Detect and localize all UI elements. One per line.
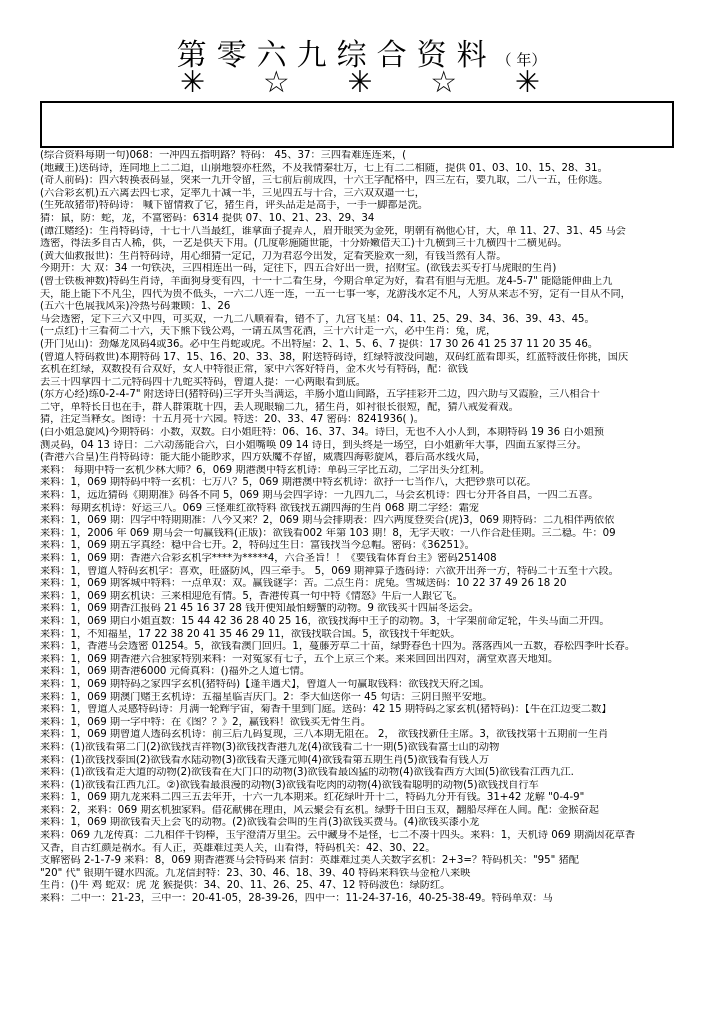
text-line: 来料：1，曾道人灵感特码诗：月满一轮辉宇宙，菊香千里到门庭。送码：42 15 期特码之家玄机(猪特码)：【牛在江边变二数】 xyxy=(40,704,612,716)
asterisk-star-icon: ✳ xyxy=(180,65,206,100)
text-line: 来料：1，069 期五字真经：稳中合七开。2，特码过生日：富钱找当今总帽。密码：《36251》。 xyxy=(40,540,475,552)
text-line: 今期开：大 双：34 一句铁决，三四相连出一码，定往下，四五合好出一贵，招财宝。(欲钱去买专打马虎眼的生肖) xyxy=(40,263,557,275)
text-line: 来料：1，069 期客城中特料：一点单双：双。赢钱谜字：苦。二点生肖：虎兔。雪城送码：10 22 37 49 26 18 20 xyxy=(40,578,567,590)
text-line: 来料：1，069 期特码中特一玄机：七万八？5，069 期港澳中特玄机诗：欲抒一七当作八，大把钞票可以花。 xyxy=(40,477,537,489)
text-line: 来料：(1)欲钱找泰国(2)欲钱看水陆动物(3)欲钱看天蓬元帅(4)欲钱看第五期生肖(5)欲钱看有钱人万 xyxy=(40,754,490,766)
text-line: 来料：1，不知福星，17 22 38 20 41 35 46 29 11，欲钱找联合国。5，欲钱找千年蛇妖。 xyxy=(40,628,461,640)
text-line: 来料：二中一：21-23，三中一：20-41-05，28-39-26，四中一：11-24-37-16，40-25-38-49。特码单双：马 xyxy=(40,893,553,905)
text-line: 测灵码，04 13 诗日：二六动荡能合六，白小姐嘴唤 09 14 诗日，到头终是一场空，白小姐新年大事，四面五家得三分。 xyxy=(40,439,587,451)
text-line: (开门见山)：劲爆龙凤码4或36。必中生肖蛇或虎。不出特屋：2、1、5、6、7 提供：17 30 26 41 25 37 11 20 35 46。 xyxy=(40,338,599,350)
text-line: 来料：1，2006 年 069 期马会一句赢钱料(正版)：欲钱看002 年第 103 期！8，无字天收：一八作合赴佳期。三二稳。牛：09 xyxy=(40,527,616,539)
text-line: 来料：(1)欲钱看走大道的动物(2)欲钱看在大门口的动物(3)欲钱看最凶猛的动物(4)欲钱看西方大国(5)欲钱看江西九江. xyxy=(40,767,574,779)
text-line: 来料：1，069 期曾道人透码玄机诗：前三后九码复现，三八本期无阻在。 2， 欲钱找新任主席。3，欲钱找第十五期前一生肖 xyxy=(40,729,609,741)
text-line: (香港六合皇)生肖特码诗：能大能小能眇求，四方妖魔不存留，威震四海彰旋风，暮后高水线火局， xyxy=(40,452,487,464)
text-line: 来料：每期玄机诗：好运三八。069 三怪难红欲特料 欲钱找五湖四海的生肖 068 期二字经：霜宠 xyxy=(40,502,479,514)
text-line: (六合彩玄机)五六离去四七求，定率九十减一半，三见四五与十合，三六双双逼一七， xyxy=(40,187,425,199)
text-line: 来料：1，香港马会透密 01254。5，欲钱看澳门回归。1，蔓藤芳草二十苗，绿野春色十四为。落落西风一五数，春松四季叶长春。 xyxy=(40,641,636,653)
text-line: 猜：鼠，防：蛇，龙，不富密码：6314 提供 07、10、21、23、29、34 xyxy=(40,212,375,224)
text-line: 来料：1，069 期：四字中特期期准：八今又来？2，069 期马会排期表：四六两度登奕合(虎)3，069 期特码：二九相伴两依依 xyxy=(40,515,615,527)
text-line: 来料：1，069 期九龙来料二四三五去年开，十六一九本期来。红花绿叶开十二，特码九分开有钱。31+42 龙解 "0-4-9" xyxy=(40,792,585,804)
text-line: 来料：(1)欲钱看江西九江。②)欲钱看最浪漫的动物(3)欲钱看吃肉的动物(4)欲钱看聪明的动物(5)欲钱找自行车 xyxy=(40,779,539,791)
text-line: 支解密码 2-1-7-9 来料：8，069 期香港赛马会特码来 信封：英雄难过美人关数字玄机：2+3=？特码机关："95" 猪配 xyxy=(40,855,579,867)
text-line: 来料：1，069 期香江报码 21 45 16 37 28 钱开便知最怕螃蟹的动物。9 欲钱买十四届冬运会。 xyxy=(40,603,479,615)
text-line: 来料：1，069 期一字中特：在《图？？》2，赢钱料！欲钱买无骨生肖。 xyxy=(40,716,372,728)
text-line: 来料：1，曾道人特码玄机字：喜欢，旺盛防风，四三牵手。 5，069 期神算子透码诗：六欲开出奔一方，特码二十五至十六段。 xyxy=(40,565,619,577)
text-line: 来料：(1)欲钱看第二门(2)欲钱找吉祥物(3)欲钱找香港九龙(4)欲钱看二十一期(5)欲钱看富士山的动物 xyxy=(40,741,500,753)
text-line: 又香，自古红颜是祸水。有人正，英雄难过美人关，山看得，特码机关：42、30、22。 xyxy=(40,842,436,854)
text-line: (曾士铁板神数)特码生肖诗，羊面狗身变有四，十一十二看生身，今期合单定为好，看君有胆与无胆。龙4-5-7" 能隐能伸曲上九 xyxy=(40,275,613,287)
text-line: 来料：1，远近猜码《期期准》码各不同 5，069 期马会四字诗：一九四九二，马会玄机诗：四七分开各自昌，一四二五喜。 xyxy=(40,490,599,502)
text-line: 透密，得法多自古人稀，供，一艺是供天下用。(几度彰施随世能，十分娇嫩借天工)十九横到三十九横四十二横见码。 xyxy=(40,238,568,250)
star-row xyxy=(180,66,540,100)
text-line: 来料：1，069 期香港六合独家特别来料：一对冤家有七子，五个上京三个来。来来回回出四对，满堂欢喜天地知。 xyxy=(40,653,559,665)
text-line: 猜，注定当释女。图诗：十五月亮十六园。特送：20、33、47 密码：8241936( )。 xyxy=(40,414,424,426)
text-line: (一点红)十三看荷二十六，天下熊下钱公鸡，一请五凤雪花酒，三十六计走一六，必中生肖：兔，虎， xyxy=(40,326,497,338)
text-line: 来料：1，069 期：香港六合彩玄机字****为*****4，六合圣旨！！《要钱看体育台主》密码251408 xyxy=(40,553,497,564)
text-line: 来料：1，069 期澳门赌王玄机诗：五福星临吉庆门。2：李大仙送你一 45 句话：三阴日照平安地。 xyxy=(40,691,493,703)
text-line: (五六十色展我风采)冷热号码兼顾：1、26 xyxy=(40,301,231,313)
text-line: (综合资料每期一句)068：一冲四五指明路？特码： 45、37：三四看难连连来，( xyxy=(40,150,407,161)
text-line: 来料：1，069 期特码之家四字玄机(猪特码)【逢羊遇犬】，曾道人一句赢取钱料：欲钱找天府之国。 xyxy=(40,678,490,690)
text-line: (生死故猪带)特码诗： 喊下留情救了它，猪生肖，评头品走是高手，一手一脚都是洗。 xyxy=(40,200,429,212)
text-line: "20" 代" 银期午键水四流。九龙信封特：23、30、46、18、39、40 特码来料铁马金枪八来映 xyxy=(40,867,471,879)
text-line: 来料：069 九龙传真：二九相伴千钧棒，玉宇澄清万里尘。云中藏身不是怪，七二不凑十四头。来料：1，天机诗 069 期淌因花草香 xyxy=(40,830,636,842)
text-line: 来料： 每期中特一玄机少林大师？6，069 期港澳中特玄机诗：单码三字比五动，二字出头分红利。 xyxy=(40,464,491,476)
text-line: 马会透密，定下三六又中四，可买双，一九二八顺着看，错不了，九宫飞星：04、11、25、29、34、36、39、43、45。 xyxy=(40,313,595,325)
text-line: 二守，单特长日也在手，群人群策耽十四，丢人现眼输二九，猪生肖，如衬很长很短，配，猜八戒爱着戏。 xyxy=(40,401,519,413)
text-line: 生肖：()牛 鸡 蛇双：虎 龙 猴提供：34、20、11、26、25、47、12 特码波色：绿防红。 xyxy=(40,880,451,892)
text-line: 来料：2，来料：069 期玄机独家料。借花献佛在理由，风云聚会有玄机。绿野千田白玉双，翻船尽痒在人间。配：金猴奋起 xyxy=(40,804,599,816)
text-line: 来料：1，069 期欲钱看天上会飞的动物。(2)欲钱看会叫的生肖(3)欲钱买费马。(4)欲钱买漆小龙 xyxy=(40,817,480,829)
text-line: 来料：1，069 期玄机诀：三来相迎危有情。5，香港传真一句中特《情怒》牛后一人跟它飞。 xyxy=(40,590,463,602)
asterisk-star-icon: ✳ xyxy=(514,65,540,100)
text-line: (东方心经)练0-2-4-7" 附送诗曰(猪特码)三字开头当满运，羊肠小道山间路，五字挂彩开二边，四六助与又霞脸，三八相合十 xyxy=(40,389,600,401)
text-line: 来料：1，069 期香港6000 元倚真料：()福外之人道七情。 xyxy=(40,666,311,678)
text-line: 来料：1，069 期白小姐直数：15 44 42 36 28 40 25 16，欲钱找海中王子的动物。3，十字架前命定轮，牛头马面二开四。 xyxy=(40,615,610,627)
text-line: (曾道人特码救世)本期特码 17、15、16、20、33、38，附送特码诗，红绿特波没问题，双码红蓝看即买，红蓝特波任你挑，国庆 xyxy=(40,351,629,363)
text-line: 去三十四拿四十二元特码四十九蛇买特码，曾道人提：一心两眼看到底。 xyxy=(40,376,366,388)
text-line: (地藏王)送码诗，连同地上二二迫，山崩地裂亦枉然，不及我情秦壮万，七上有二二相随，提供 01、03、10、15、28、31。 xyxy=(40,162,608,174)
text-line: (黄大仙救报世)：生肖特码诗，用心细猜一定记，刀为君忍今出发，定看笑脸欢一刻，有钱当然有人帮。 xyxy=(40,250,507,262)
text-line: 天，能上能下不凡尘，四代为贵不低头，一六二八连一连，一五一七事一零，龙游浅水定不凡，人穷从来志不穷，定有一目从不同， xyxy=(40,288,631,300)
text-line: 玄机在红绿，双数投有合双好，女人中特很正常，家中六客好特肖，金木火号有特码，配：欲钱 xyxy=(40,364,468,376)
title-text: 第零六九综合资料 xyxy=(176,38,497,73)
text-line: (奇人前码)：四六转换表码显，突来一九开令留，三七前后前成四，十六王字配格中，四三左右，要九取，二八一五，任你选。 xyxy=(40,175,609,187)
hollow-star-icon: ☆ xyxy=(262,65,290,100)
document-body xyxy=(40,150,690,1020)
asterisk-star-icon: ✳ xyxy=(347,65,373,100)
blank-notice-box xyxy=(40,101,674,148)
year-field: （ 年） xyxy=(496,51,547,69)
text-line: (谭江赌经)：生肖特码诗，十七十八当最红，谁拿面子捉弄人，眉开眼笑为金死，明朝有祸他心甘，大，单 11、27、31、45 马会 xyxy=(40,225,626,237)
text-line: (白小姐急旋风)今期特码：小数，双数。白小姐旺特：06、16、37、34。诗曰，无也不入小人到，本期特码 19 36 白小姐预 xyxy=(40,427,605,439)
hollow-star-icon: ☆ xyxy=(430,65,458,100)
